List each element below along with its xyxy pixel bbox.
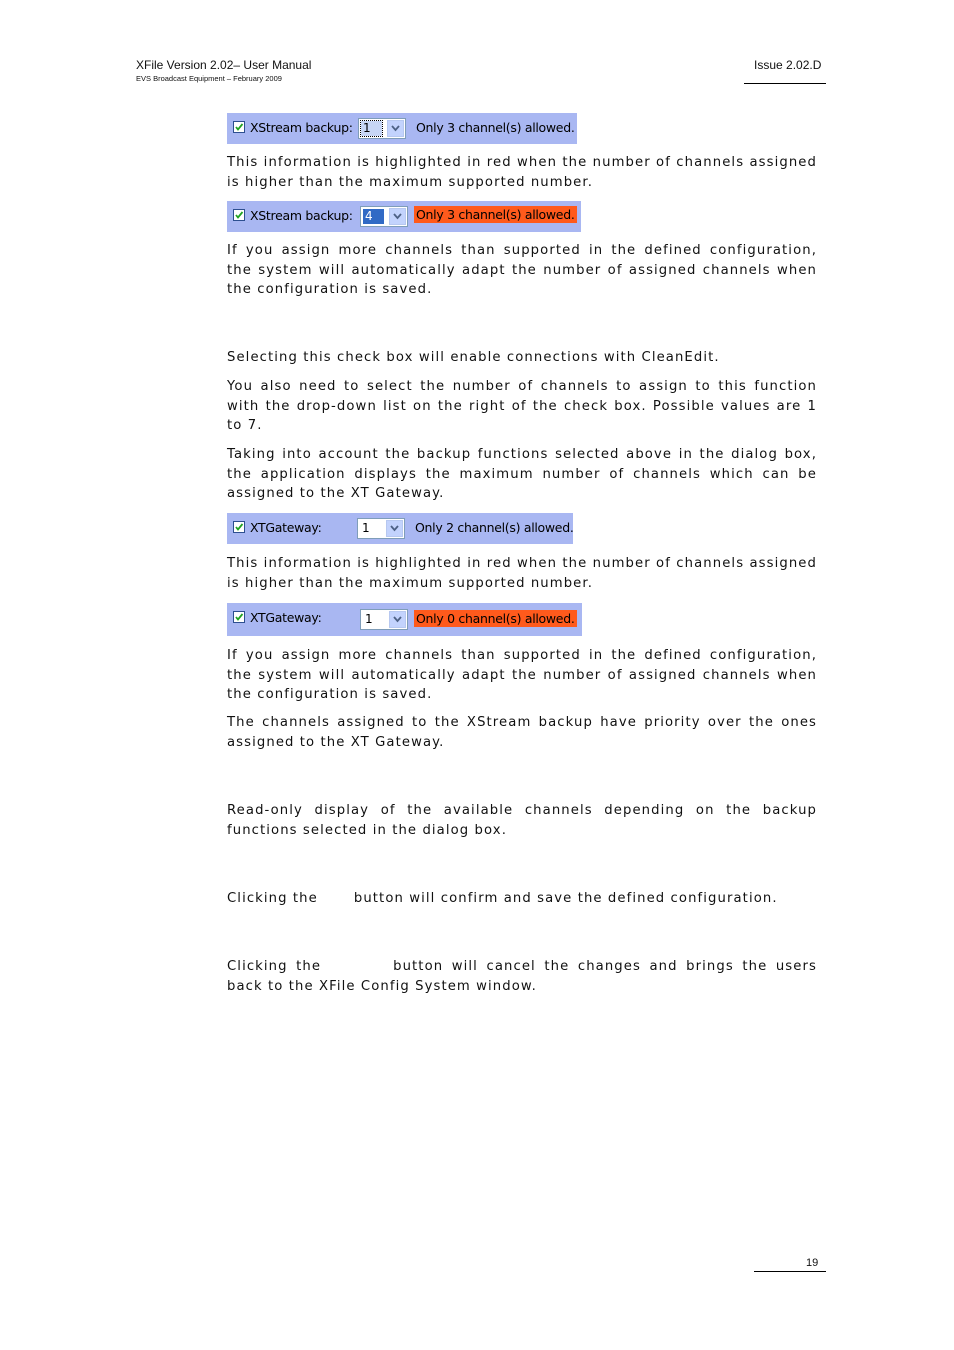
paragraph: Read-only display of the available channels depending on the backup functions selected in the dialog box. bbox=[227, 803, 817, 838]
header-rule bbox=[744, 83, 826, 84]
paragraph: This information is highlighted in red when the number of channels assigned is higher than the maximum supported number. bbox=[227, 155, 817, 190]
chevron-down-icon[interactable] bbox=[389, 208, 406, 225]
dropdown-value: 4 bbox=[363, 209, 384, 224]
chevron-down-icon[interactable] bbox=[386, 520, 403, 537]
issue-number: Issue 2.02.D bbox=[754, 58, 822, 72]
paragraph: The channels assigned to the XStream backup have priority over the ones assigned to the XT Gateway. bbox=[227, 715, 817, 750]
xstream-backup-widget-warning bbox=[227, 201, 581, 232]
paragraph-text: button will cancel the changes and brings the users back to the XFile Config System window. bbox=[227, 959, 817, 994]
xstream-backup-checkbox[interactable] bbox=[233, 121, 245, 133]
checkmark-icon bbox=[234, 522, 244, 532]
xtgateway-dropdown[interactable] bbox=[360, 609, 408, 630]
chevron-down-icon[interactable] bbox=[389, 611, 406, 628]
dropdown-value: 1 bbox=[361, 121, 382, 136]
document-subtitle: EVS Broadcast Equipment – February 2009 bbox=[136, 74, 282, 83]
page-number: 19 bbox=[806, 1257, 819, 1269]
xstream-backup-dropdown[interactable] bbox=[358, 118, 406, 139]
xtgateway-widget bbox=[227, 513, 573, 544]
footer-rule bbox=[754, 1271, 826, 1272]
channels-allowed-info: Only 3 channel(s) allowed. bbox=[416, 120, 575, 135]
xtgateway-checkbox[interactable] bbox=[233, 611, 245, 623]
checkmark-icon bbox=[234, 210, 244, 220]
paragraph: If you assign more channels than supported in the defined configuration, the system will automatically adapt the number of assigned channels when the configuration is saved. bbox=[227, 648, 817, 703]
channels-allowed-warning: Only 0 channel(s) allowed. bbox=[416, 611, 575, 626]
paragraph: You also need to select the number of channels to assign to this function with the drop-down list on the right of the check box. Possible values are 1 to 7. bbox=[227, 379, 817, 434]
paragraph-text: Clicking the bbox=[227, 959, 322, 974]
xstream-backup-checkbox[interactable] bbox=[233, 209, 245, 221]
xtgateway-label: XTGateway: bbox=[250, 520, 322, 535]
xstream-backup-label: XStream backup: bbox=[250, 120, 353, 135]
chevron-down-icon[interactable] bbox=[387, 120, 404, 137]
checkmark-icon bbox=[234, 122, 244, 132]
paragraph-text: Clicking the bbox=[227, 891, 318, 906]
channels-allowed-info: Only 2 channel(s) allowed. bbox=[415, 520, 574, 535]
dropdown-value: 1 bbox=[365, 612, 373, 626]
xtgateway-checkbox[interactable] bbox=[233, 521, 245, 533]
xstream-backup-widget bbox=[227, 113, 577, 144]
paragraph: If you assign more channels than supported in the defined configuration, the system will automatically adapt the number of assigned channels when the configuration is saved. bbox=[227, 243, 817, 298]
channels-allowed-warning: Only 3 channel(s) allowed. bbox=[416, 207, 575, 222]
paragraph: This information is highlighted in red when the number of channels assigned is higher than the maximum supported number. bbox=[227, 556, 817, 591]
paragraph: Taking into account the backup functions selected above in the dialog box, the application displays the maximum number of channels which can be assigned to the XT Gateway. bbox=[227, 447, 817, 502]
xstream-backup-dropdown[interactable] bbox=[360, 206, 408, 227]
paragraph: Selecting this check box will enable connections with CleanEdit. bbox=[227, 350, 720, 365]
xtgateway-widget-warning bbox=[227, 603, 582, 636]
paragraph-text: button will confirm and save the defined configuration. bbox=[353, 891, 778, 906]
checkmark-icon bbox=[234, 612, 244, 622]
xtgateway-label: XTGateway: bbox=[250, 610, 322, 625]
xtgateway-dropdown[interactable] bbox=[357, 518, 405, 539]
xstream-backup-label: XStream backup: bbox=[250, 208, 353, 223]
paragraph-ok-button bbox=[227, 889, 817, 909]
document-title: XFile Version 2.02– User Manual bbox=[136, 58, 312, 72]
dropdown-value: 1 bbox=[362, 521, 370, 535]
paragraph-cancel-button bbox=[227, 957, 817, 996]
